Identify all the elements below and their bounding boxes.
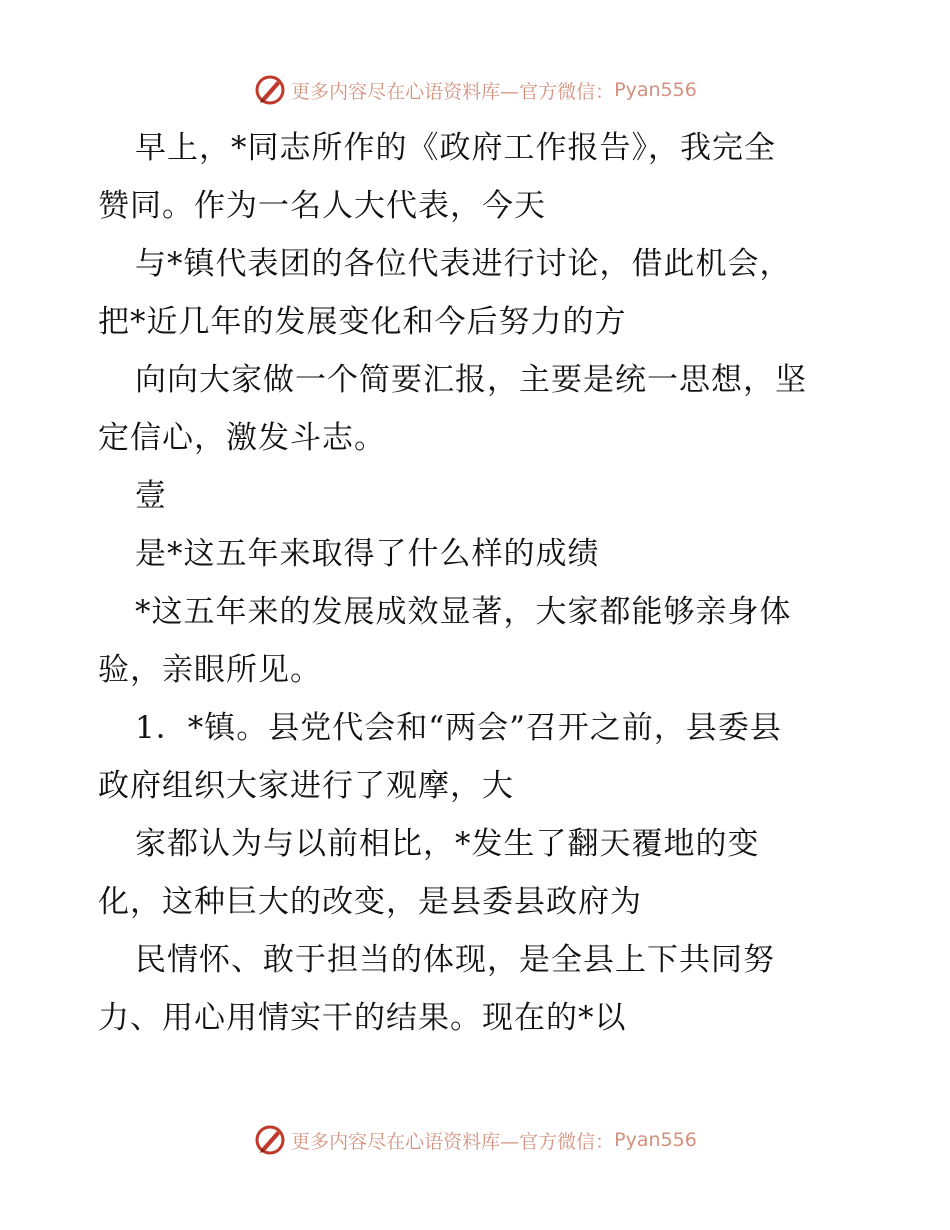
section-heading: 壹 <box>135 478 167 514</box>
paragraph-line: 政府组织大家进行了观摩，大 <box>98 768 514 804</box>
paragraph-line: 家都认为与以前相比，*发生了翻天覆地的变 <box>135 826 760 862</box>
paragraph-line: *这五年来的发展成效显著，大家都能够亲身体 <box>135 594 792 630</box>
watermark-text: 更多内容尽在心语资料库—官方微信： <box>291 80 615 103</box>
watermark-header <box>0 70 950 110</box>
paragraph-line: 化，这种巨大的改变，是县委县政府为 <box>98 884 642 920</box>
paragraph-line: 赞同。作为一名人大代表，今天 <box>98 188 546 224</box>
watermark-footer <box>0 1120 950 1160</box>
watermark-text: 更多内容尽在心语资料库—官方微信： <box>291 1130 615 1153</box>
watermark-id: Pyan556 <box>614 1129 697 1151</box>
pen-logo-icon <box>253 73 287 107</box>
paragraph-line: 向向大家做一个简要汇报，主要是统一思想，坚 <box>135 362 807 398</box>
paragraph-line: 1．*镇。县党代会和“两会”召开之前，县委县 <box>135 710 782 746</box>
paragraph-line: 定信心，激发斗志。 <box>98 420 386 456</box>
paragraph-line: 早上，*同志所作的《政府工作报告》，我完全 <box>135 130 776 166</box>
paragraph-line: 民情怀、敢于担当的体现，是全县上下共同努 <box>135 942 775 978</box>
paragraph-line: 验，亲眼所见。 <box>98 652 322 688</box>
pen-logo-icon <box>253 1123 287 1157</box>
paragraph-line: 与*镇代表团的各位代表进行讨论，借此机会， <box>135 246 792 282</box>
paragraph-line: 是*这五年来取得了什么样的成绩 <box>135 536 600 572</box>
watermark-id: Pyan556 <box>614 79 697 101</box>
paragraph-line: 力、用心用情实干的结果。现在的*以 <box>98 1000 627 1036</box>
paragraph-line: 把*近几年的发展变化和今后努力的方 <box>98 304 627 340</box>
